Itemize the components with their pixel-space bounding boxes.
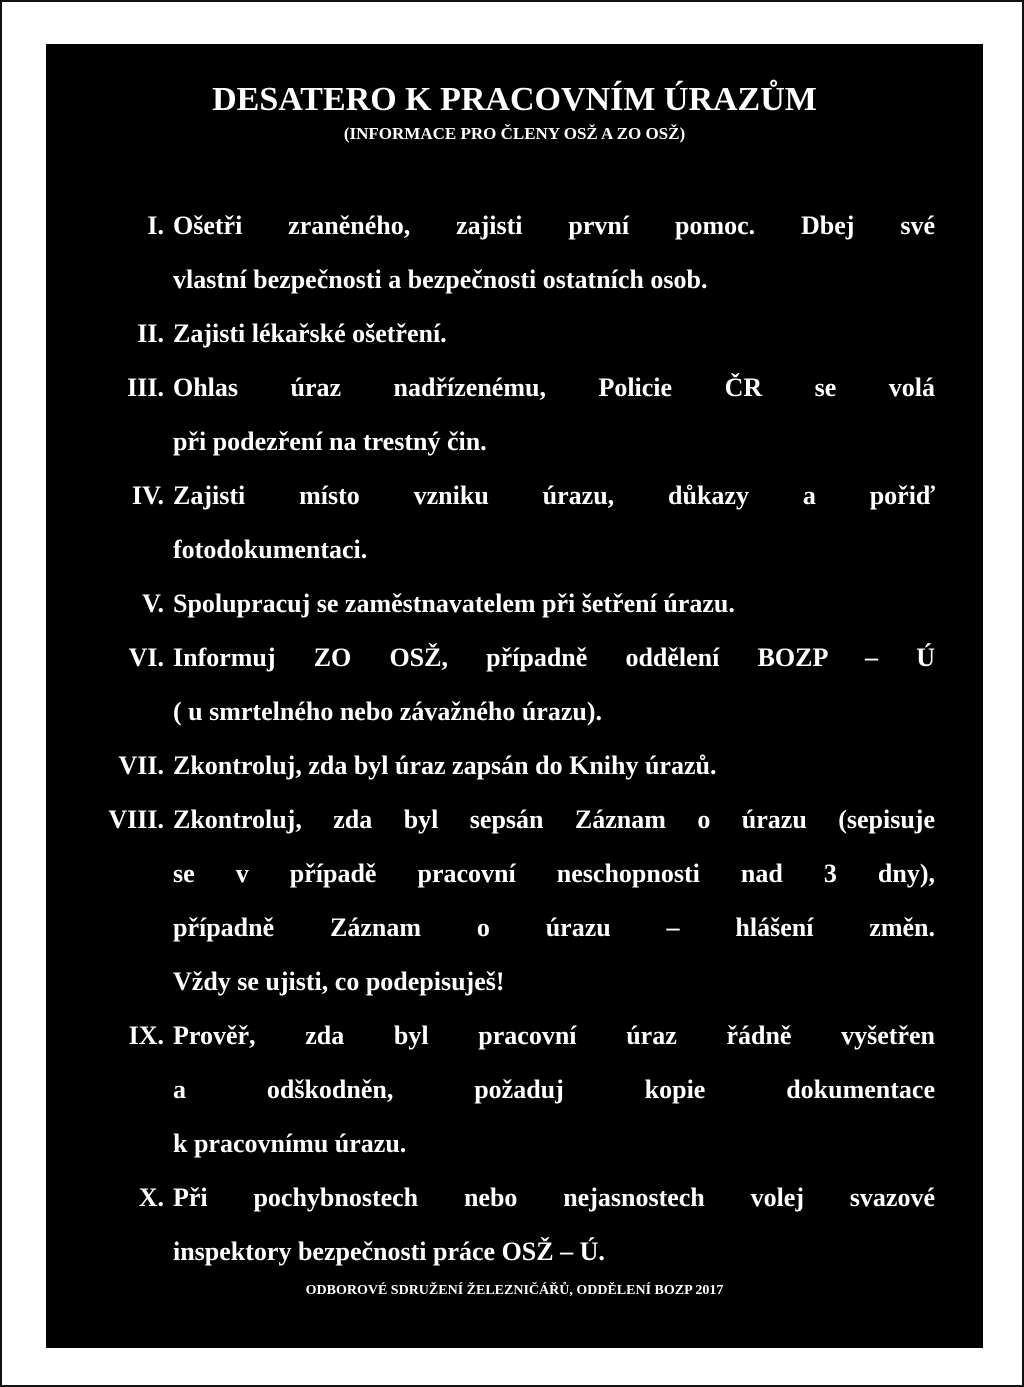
rule-line: Zajisti místo vzniku úrazu, důkazy a pořiď (173, 481, 935, 510)
rule-numeral: II. (137, 319, 164, 348)
rule-line: případně Záznam o úrazu – hlášení změn. (173, 913, 935, 942)
rule-text (173, 469, 935, 577)
rule-text (173, 361, 935, 469)
rule-numeral: III. (127, 373, 164, 402)
rule-numeral: VII. (118, 751, 164, 780)
rule-text (173, 1171, 935, 1279)
poster-footer: ODBOROVÉ SDRUŽENÍ ŽELEZNIČÁŘŮ, ODDĚLENÍ BOZP 2017 (305, 1283, 724, 1298)
rule-line: Informuj ZO OSŽ, případně oddělení BOZP – Ú (173, 643, 935, 672)
rule-line: se v případě pracovní neschopnosti nad 3 dny), (173, 859, 935, 888)
rule-numeral: V. (142, 589, 164, 618)
rule-item (46, 307, 983, 361)
rule-line: Zkontroluj, zda byl sepsán Záznam o úrazu (sepisuje (173, 805, 935, 834)
rule-item (46, 361, 983, 469)
rule-text (173, 1009, 935, 1171)
rule-item (46, 469, 983, 577)
rule-line: při podezření na trestný čin. (173, 427, 487, 456)
rule-text (173, 307, 935, 361)
rule-numeral: X. (138, 1183, 164, 1212)
rule-text (173, 739, 935, 793)
rule-item (46, 739, 983, 793)
rule-line: Zkontroluj, zda byl úraz zapsán do Knihy úrazů. (173, 751, 717, 780)
rule-item (46, 199, 983, 307)
rule-line: k pracovnímu úrazu. (173, 1129, 407, 1158)
rule-item (46, 793, 983, 1009)
poster-subtitle: (INFORMACE PRO ČLENY OSŽ A ZO OSŽ) (343, 124, 686, 143)
rule-line: Prověř, zda byl pracovní úraz řádně vyšetřen (173, 1021, 935, 1050)
rule-item (46, 1171, 983, 1279)
rule-numeral: VI. (128, 643, 164, 672)
poster-panel (46, 44, 983, 1348)
rule-line: inspektory bezpečnosti práce OSŽ – Ú. (173, 1237, 605, 1266)
rule-line: ( u smrtelného nebo závažného úrazu). (173, 697, 602, 726)
rule-line: a odškodněn, požaduj kopie dokumentace (173, 1075, 935, 1104)
rule-numeral: IX. (128, 1021, 164, 1050)
rule-text (173, 793, 935, 1009)
rule-line: Vždy se ujisti, co podepisuješ! (173, 967, 505, 996)
rule-numeral: VIII. (108, 805, 164, 834)
rule-line: Ošetři zraněného, zajisti první pomoc. Dbej své (173, 211, 935, 240)
rule-line: fotodokumentaci. (173, 535, 368, 564)
poster-title: DESATERO K PRACOVNÍM ÚRAZŮM (212, 81, 817, 118)
rule-line: Ohlas úraz nadřízenému, Policie ČR se volá (173, 373, 935, 402)
rules-list (46, 199, 983, 1279)
rule-line: Při pochybnostech nebo nejasnostech volej svazové (173, 1183, 935, 1212)
rule-numeral: I. (147, 211, 164, 240)
rule-item (46, 577, 983, 631)
rule-line: Zajisti lékařské ošetření. (173, 319, 447, 348)
rule-numeral: IV. (131, 481, 164, 510)
rule-line: vlastní bezpečnosti a bezpečnosti ostatních osob. (173, 265, 708, 294)
rule-item (46, 631, 983, 739)
rule-item (46, 1009, 983, 1171)
rule-text (173, 199, 935, 307)
rule-text (173, 577, 935, 631)
rule-line: Spolupracuj se zaměstnavatelem při šetření úrazu. (173, 589, 735, 618)
rule-text (173, 631, 935, 739)
